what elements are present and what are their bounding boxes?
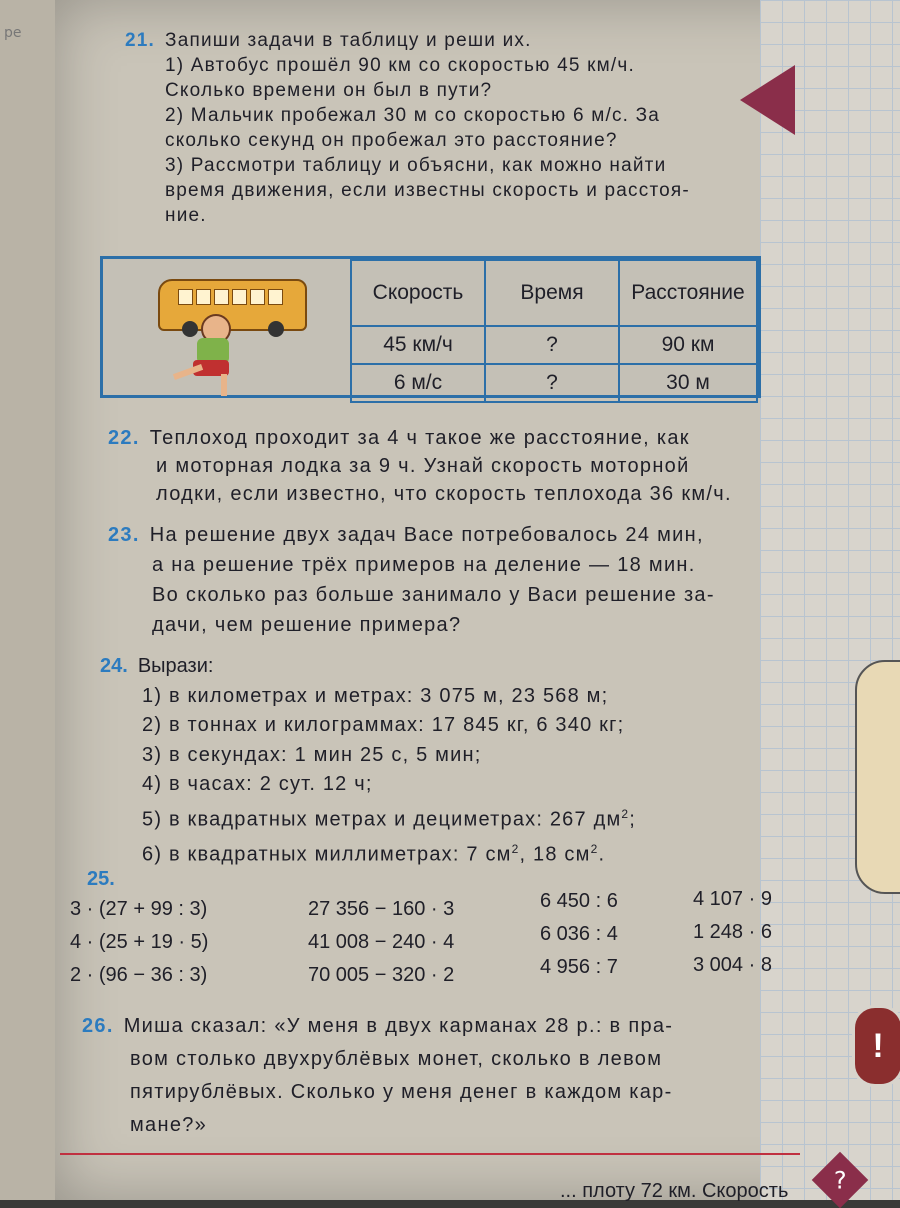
bus-window	[196, 289, 211, 305]
item-end: ;	[629, 808, 637, 831]
task-number: 24.	[100, 655, 128, 677]
task-24-item-3: 3) в секундах: 1 мин 25 с, 5 мин;	[142, 743, 482, 766]
task-26	[82, 1010, 673, 1142]
item-mid: , 18 см	[519, 843, 591, 866]
task-number: 21.	[125, 30, 156, 51]
expression: 6 450 : 6	[540, 890, 618, 912]
task-22-line-3: лодки, если известно, что скорость теплохода 36 км/ч.	[156, 483, 732, 505]
task-21-line-4: 2) Мальчик пробежал 30 м со скоростью 6 м/с. За	[165, 105, 661, 126]
task-text: Миша сказал: «У меня в двух карманах 28 р.: в пра-	[123, 1015, 674, 1037]
task-22-line-2: и моторная лодка за 9 ч. Узнай скорость моторной	[156, 455, 690, 477]
table-cell: 30 м	[619, 364, 757, 402]
task-text: Вырази:	[137, 655, 214, 677]
item-text: 5) в квадратных метрах и дециметрах: 267 дм	[142, 808, 622, 831]
table-cell: ?	[485, 364, 619, 402]
expression: 27 356 − 160 · 3	[308, 898, 455, 920]
expression: 4 107 · 9	[693, 888, 772, 910]
task-21-line-3: Сколько времени он был в пути?	[165, 80, 493, 101]
header-distance: Расстояние	[619, 260, 757, 326]
item-end: .	[598, 843, 606, 866]
task-24-item-5	[100, 800, 636, 835]
table-cell: 6 м/с	[351, 364, 485, 402]
task-23-line-3: Во сколько раз больше занимало у Васи решение за-	[152, 584, 715, 606]
expression: 4 956 : 7	[540, 956, 618, 978]
task-22	[108, 424, 732, 508]
expression-column-4	[693, 883, 772, 982]
task-21-line-2: 1) Автобус прошёл 90 км со скоростью 45 км/ч.	[165, 55, 635, 76]
task-number: 22.	[108, 427, 140, 449]
task-23	[108, 520, 715, 640]
running-boy-icon	[163, 314, 253, 392]
task-25	[87, 868, 125, 891]
task-number: 25.	[87, 868, 115, 890]
superscript: 2	[590, 841, 599, 856]
task-text: На решение двух задач Васе потребовалось 24 мин,	[149, 524, 704, 546]
bus-window	[250, 289, 265, 305]
table-header-row	[351, 260, 757, 326]
task-24	[100, 652, 636, 870]
task-26-line-2: вом столько двухрублёвых монет, сколько в левом	[130, 1048, 663, 1070]
superscript: 2	[511, 841, 520, 856]
task-21-line-5: сколько секунд он пробежал это расстояние?	[165, 130, 618, 151]
bus-window	[232, 289, 247, 305]
exclamation-icon: !	[852, 1005, 900, 1087]
item-text: 6) в квадратных миллиметрах: 7 см	[142, 843, 512, 866]
page-edge-fragment: ре	[4, 25, 22, 41]
task-number: 23.	[108, 524, 140, 546]
expression-column-2	[308, 893, 454, 992]
task-22-line-1	[108, 424, 732, 452]
task-number: 26.	[82, 1015, 114, 1037]
task-24-title	[100, 652, 636, 682]
expression: 3 · (27 + 99 : 3)	[70, 898, 208, 920]
expression: 41 008 − 240 · 4	[308, 931, 455, 953]
task-24-item-1: 1) в километрах и метрах: 3 075 м, 23 568 м;	[142, 684, 609, 707]
previous-page-edge	[0, 0, 55, 1200]
task-26-line-1	[82, 1010, 673, 1043]
header-time: Время	[485, 260, 619, 326]
triangle-marker-icon	[740, 65, 795, 135]
motion-table	[100, 256, 761, 398]
footer-divider	[60, 1153, 800, 1155]
task-24-item-4: 4) в часах: 2 сут. 12 ч;	[142, 773, 373, 795]
question-glyph: ?	[833, 1166, 847, 1194]
page-footer-fragment: ... плоту 72 км. Скорость	[560, 1180, 789, 1202]
expression-column-3	[540, 885, 618, 984]
task-21-line-7: время движения, если известны скорость и расстоя-	[165, 180, 690, 201]
task-21-line-8: ние.	[165, 205, 207, 226]
bus-wheel	[268, 321, 284, 337]
table-row	[351, 326, 757, 364]
task-21-line-6: 3) Рассмотри таблицу и объясни, как можно найти	[165, 155, 667, 176]
bus-window	[268, 289, 283, 305]
expression: 4 · (25 + 19 · 5)	[70, 931, 209, 953]
task-21-line-1	[125, 28, 690, 53]
data-table	[350, 259, 758, 403]
task-23-line-4: дачи, чем решение примера?	[152, 614, 462, 636]
expression: 6 036 : 4	[540, 923, 618, 945]
table-cell: 45 км/ч	[351, 326, 485, 364]
expression-column-1	[70, 893, 208, 992]
expression: 1 248 · 6	[693, 921, 772, 943]
task-text: Теплоход проходит за 4 ч такое же расстояние, как	[149, 427, 690, 449]
table-row	[351, 364, 757, 402]
table-cell: 90 км	[619, 326, 757, 364]
table-cell: ?	[485, 326, 619, 364]
bus-window	[178, 289, 193, 305]
task-24-item-2: 2) в тоннах и килограммах: 17 845 кг, 6 340 кг;	[142, 714, 625, 736]
task-26-line-4: мане?»	[130, 1114, 208, 1136]
illustration-fragment	[855, 660, 900, 894]
task-23-line-1	[108, 520, 715, 550]
task-26-line-3: пятирублёвых. Сколько у меня денег в каждом кар-	[130, 1081, 673, 1103]
task-24-item-6	[100, 835, 636, 870]
bus-window	[214, 289, 229, 305]
expression: 2 · (96 − 36 : 3)	[70, 964, 208, 986]
superscript: 2	[621, 806, 630, 821]
task-text: Запиши задачи в таблицу и реши их.	[165, 30, 532, 51]
boy-leg	[221, 374, 227, 396]
expression: 70 005 − 320 · 2	[308, 964, 455, 986]
expression: 3 004 · 8	[693, 954, 772, 976]
header-speed: Скорость	[351, 260, 485, 326]
task-21	[125, 28, 690, 228]
task-23-line-2: а на решение трёх примеров на деление — 18 мин.	[152, 554, 696, 576]
